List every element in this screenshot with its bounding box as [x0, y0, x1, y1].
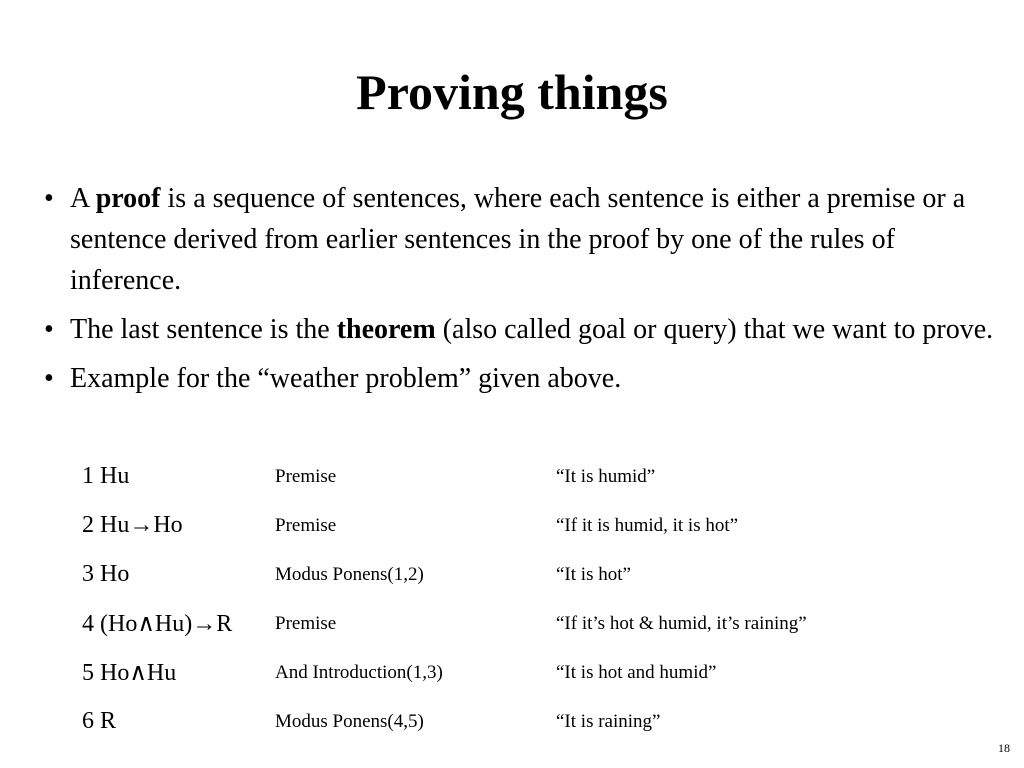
proof-row — [82, 697, 807, 746]
bullet-text-post: is a sequence of sentences, where each sentence is either a premise or a sentence derived from earlier sentences in the proof by one of the rules of inference. — [70, 183, 966, 296]
bullet-text-post: (also called goal or query) that we want to prove. — [435, 314, 994, 345]
proof-meaning: “If it is humid, it is hot” — [556, 514, 739, 536]
bullet-item — [40, 358, 1000, 399]
bullet-text-pre: A — [70, 183, 96, 214]
bullet-marker: • — [44, 314, 54, 345]
slide-title: Proving things — [356, 64, 668, 120]
bullet-text-pre: The last sentence is the — [70, 314, 337, 345]
bullet-list — [40, 178, 1000, 407]
proof-justification: And Introduction(1,3) — [275, 661, 443, 683]
proof-row — [82, 452, 807, 501]
bullet-marker: • — [44, 363, 54, 394]
proof-row — [82, 648, 807, 697]
bullet-item — [40, 178, 1000, 301]
page-number: 18 — [998, 741, 1010, 755]
proof-meaning: “It is raining” — [556, 710, 661, 732]
proof-justification: Premise — [275, 612, 337, 634]
proof-step: 6 R — [82, 708, 117, 734]
proof-row — [82, 501, 807, 550]
proof-justification: Modus Ponens(1,2) — [275, 563, 424, 585]
proof-meaning: “It is humid” — [556, 465, 656, 487]
proof-justification: Modus Ponens(4,5) — [275, 710, 424, 732]
proof-step: 3 Ho — [82, 561, 130, 587]
bullet-text-bold: theorem — [336, 314, 436, 345]
bullet-item — [40, 309, 1000, 350]
proof-justification: Premise — [275, 465, 337, 487]
proof-meaning: “It is hot” — [556, 563, 631, 585]
proof-step: 1 Hu — [82, 463, 130, 489]
proof-justification: Premise — [275, 514, 337, 536]
proof-step: 5 Ho∧Hu — [82, 660, 177, 686]
proof-row — [82, 550, 807, 599]
bullet-text-pre: Example for the “weather problem” given above. — [70, 363, 622, 394]
bullet-text-bold: proof — [95, 183, 161, 214]
proof-table — [82, 452, 807, 746]
proof-meaning: “If it’s hot & humid, it’s raining” — [556, 612, 807, 634]
bullet-marker: • — [44, 183, 54, 214]
proof-row — [82, 599, 807, 648]
proof-meaning: “It is hot and humid” — [556, 661, 717, 683]
proof-step: 4 (Ho∧Hu)→R — [82, 611, 233, 637]
proof-step: 2 Hu→Ho — [82, 512, 183, 538]
